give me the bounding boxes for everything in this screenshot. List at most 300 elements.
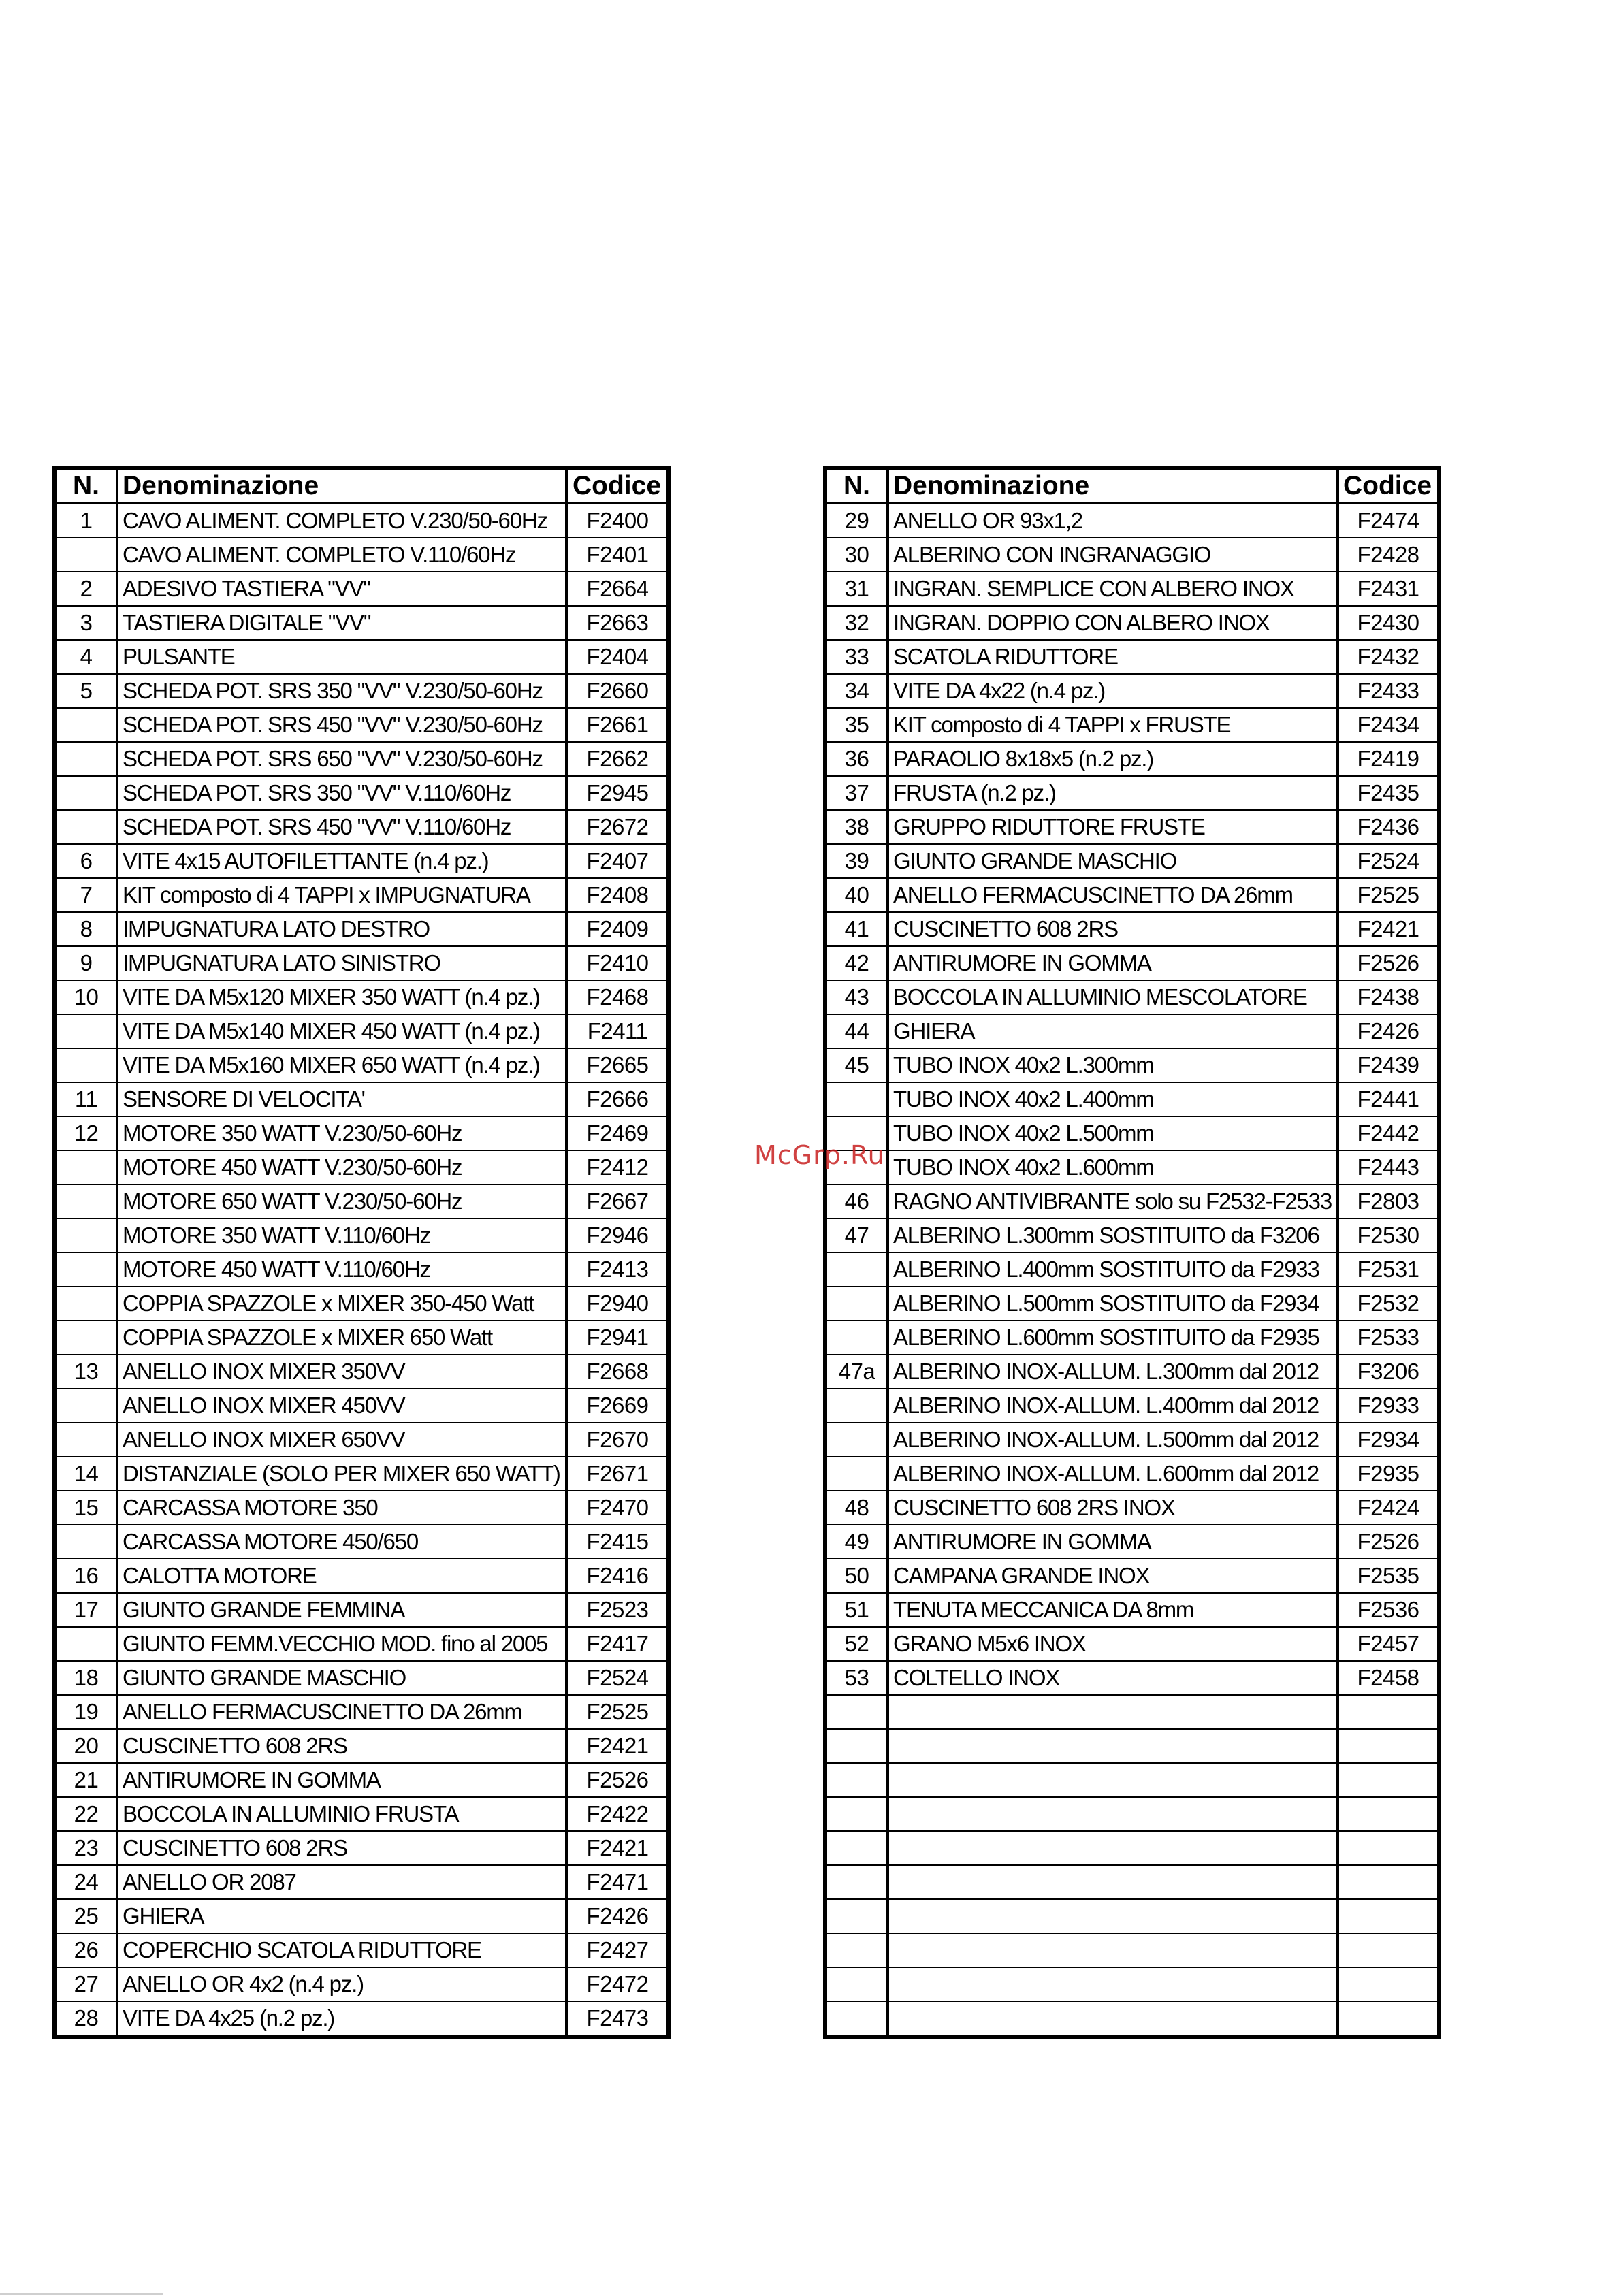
part-name-cell: TUBO INOX 40x2 L.300mm bbox=[888, 1048, 1338, 1082]
part-code-cell: F2408 bbox=[567, 878, 669, 912]
column-header-code: Codice bbox=[567, 468, 669, 503]
part-number-cell: 47a bbox=[825, 1355, 888, 1389]
part-name-cell: MOTORE 350 WATT V.230/50-60Hz bbox=[117, 1116, 567, 1150]
part-code-cell: F2945 bbox=[567, 776, 669, 810]
part-number-cell: 39 bbox=[825, 844, 888, 878]
part-number-cell: 20 bbox=[54, 1729, 117, 1763]
part-name-cell: GHIERA bbox=[888, 1014, 1338, 1048]
part-name-cell: TASTIERA DIGITALE "VV" bbox=[117, 606, 567, 640]
table-row bbox=[54, 1218, 669, 1252]
part-number-cell bbox=[54, 1423, 117, 1457]
part-name-cell: ALBERINO L.300mm SOSTITUITO da F3206 bbox=[888, 1218, 1338, 1252]
part-name-cell: ANELLO OR 4x2 (n.4 pz.) bbox=[117, 1967, 567, 2001]
part-code-cell: F2941 bbox=[567, 1321, 669, 1355]
part-name-cell: MOTORE 450 WATT V.110/60Hz bbox=[117, 1252, 567, 1287]
part-number-cell bbox=[54, 810, 117, 844]
part-code-cell: F2417 bbox=[567, 1627, 669, 1661]
part-name-cell: PULSANTE bbox=[117, 640, 567, 674]
part-name-cell: ANELLO INOX MIXER 450VV bbox=[117, 1389, 567, 1423]
part-name-cell: BOCCOLA IN ALLUMINIO MESCOLATORE bbox=[888, 980, 1338, 1014]
table-row bbox=[825, 1967, 1439, 2001]
part-name-cell: VITE DA M5x120 MIXER 350 WATT (n.4 pz.) bbox=[117, 980, 567, 1014]
table-row bbox=[825, 1525, 1439, 1559]
table-row bbox=[825, 878, 1439, 912]
parts-table-left-body bbox=[54, 503, 669, 2037]
part-name-cell bbox=[888, 1797, 1338, 1831]
table-row bbox=[825, 1865, 1439, 1899]
part-code-cell: F2442 bbox=[1338, 1116, 1440, 1150]
part-code-cell: F2934 bbox=[1338, 1423, 1440, 1457]
part-number-cell: 49 bbox=[825, 1525, 888, 1559]
part-name-cell: DISTANZIALE (SOLO PER MIXER 650 WATT) bbox=[117, 1457, 567, 1491]
table-row bbox=[54, 708, 669, 742]
part-number-cell: 48 bbox=[825, 1491, 888, 1525]
table-row bbox=[54, 1389, 669, 1423]
part-name-cell: ALBERINO L.400mm SOSTITUITO da F2933 bbox=[888, 1252, 1338, 1287]
part-number-cell: 41 bbox=[825, 912, 888, 946]
part-code-cell: F2525 bbox=[1338, 878, 1440, 912]
part-code-cell: F2428 bbox=[1338, 538, 1440, 572]
part-code-cell: F2663 bbox=[567, 606, 669, 640]
table-row bbox=[825, 1150, 1439, 1184]
part-number-cell: 7 bbox=[54, 878, 117, 912]
part-name-cell bbox=[888, 1695, 1338, 1729]
table-row bbox=[825, 1048, 1439, 1082]
part-code-cell: F2432 bbox=[1338, 640, 1440, 674]
table-row bbox=[54, 1763, 669, 1797]
part-number-cell bbox=[825, 1457, 888, 1491]
part-name-cell: SCHEDA POT. SRS 450 "VV" V.230/50-60Hz bbox=[117, 708, 567, 742]
table-row bbox=[54, 503, 669, 538]
part-name-cell: ALBERINO INOX-ALLUM. L.600mm dal 2012 bbox=[888, 1457, 1338, 1491]
part-code-cell: F2404 bbox=[567, 640, 669, 674]
part-code-cell: F2422 bbox=[567, 1797, 669, 1831]
table-row bbox=[825, 606, 1439, 640]
part-number-cell: 40 bbox=[825, 878, 888, 912]
part-name-cell: COPPIA SPAZZOLE x MIXER 350-450 Watt bbox=[117, 1287, 567, 1321]
part-name-cell: ANELLO INOX MIXER 650VV bbox=[117, 1423, 567, 1457]
column-header-name: Denominazione bbox=[888, 468, 1338, 503]
part-code-cell: F2933 bbox=[1338, 1389, 1440, 1423]
part-code-cell: F2664 bbox=[567, 572, 669, 606]
part-name-cell: CALOTTA MOTORE bbox=[117, 1559, 567, 1593]
part-code-cell: F2431 bbox=[1338, 572, 1440, 606]
table-row bbox=[54, 2001, 669, 2037]
part-name-cell: ANTIRUMORE IN GOMMA bbox=[117, 1763, 567, 1797]
part-code-cell: F2526 bbox=[1338, 1525, 1440, 1559]
part-code-cell: F2438 bbox=[1338, 980, 1440, 1014]
part-number-cell bbox=[54, 1184, 117, 1218]
part-number-cell: 45 bbox=[825, 1048, 888, 1082]
part-number-cell: 24 bbox=[54, 1865, 117, 1899]
part-code-cell: F2472 bbox=[567, 1967, 669, 2001]
part-name-cell: CARCASSA MOTORE 450/650 bbox=[117, 1525, 567, 1559]
part-name-cell: TUBO INOX 40x2 L.400mm bbox=[888, 1082, 1338, 1116]
part-number-cell bbox=[54, 1048, 117, 1082]
part-number-cell bbox=[825, 1695, 888, 1729]
part-code-cell: F2536 bbox=[1338, 1593, 1440, 1627]
part-name-cell bbox=[888, 1865, 1338, 1899]
table-row bbox=[825, 1899, 1439, 1933]
part-name-cell: SENSORE DI VELOCITA' bbox=[117, 1082, 567, 1116]
part-name-cell bbox=[888, 1763, 1338, 1797]
part-name-cell bbox=[888, 1933, 1338, 1967]
table-row bbox=[54, 980, 669, 1014]
part-number-cell bbox=[54, 1218, 117, 1252]
part-number-cell bbox=[825, 1831, 888, 1865]
part-number-cell: 38 bbox=[825, 810, 888, 844]
part-name-cell: ADESIVO TASTIERA "VV" bbox=[117, 572, 567, 606]
part-number-cell bbox=[54, 1627, 117, 1661]
part-number-cell: 12 bbox=[54, 1116, 117, 1150]
part-number-cell bbox=[825, 1797, 888, 1831]
part-name-cell: SCHEDA POT. SRS 450 "VV" V.110/60Hz bbox=[117, 810, 567, 844]
table-row bbox=[54, 572, 669, 606]
table-row bbox=[54, 946, 669, 980]
part-code-cell: F2526 bbox=[567, 1763, 669, 1797]
part-number-cell bbox=[54, 1389, 117, 1423]
part-name-cell bbox=[888, 2001, 1338, 2037]
part-number-cell: 32 bbox=[825, 606, 888, 640]
part-name-cell: IMPUGNATURA LATO DESTRO bbox=[117, 912, 567, 946]
table-row bbox=[54, 1661, 669, 1695]
table-row bbox=[825, 1355, 1439, 1389]
part-number-cell: 14 bbox=[54, 1457, 117, 1491]
part-code-cell: F2434 bbox=[1338, 708, 1440, 742]
part-number-cell bbox=[825, 1389, 888, 1423]
page-edge-line bbox=[0, 2293, 163, 2295]
part-code-cell: F2535 bbox=[1338, 1559, 1440, 1593]
part-name-cell: ANELLO FERMACUSCINETTO DA 26mm bbox=[888, 878, 1338, 912]
part-code-cell: F2524 bbox=[1338, 844, 1440, 878]
part-number-cell: 9 bbox=[54, 946, 117, 980]
part-code-cell: F2525 bbox=[567, 1695, 669, 1729]
table-row bbox=[825, 1695, 1439, 1729]
table-row bbox=[54, 1559, 669, 1593]
table-row bbox=[54, 1831, 669, 1865]
part-number-cell: 17 bbox=[54, 1593, 117, 1627]
part-number-cell bbox=[54, 1014, 117, 1048]
part-code-cell: F2439 bbox=[1338, 1048, 1440, 1082]
table-row bbox=[825, 1763, 1439, 1797]
table-row bbox=[825, 538, 1439, 572]
table-row bbox=[54, 1593, 669, 1627]
part-code-cell: F2401 bbox=[567, 538, 669, 572]
table-row bbox=[54, 1525, 669, 1559]
part-name-cell: PARAOLIO 8x18x5 (n.2 pz.) bbox=[888, 742, 1338, 776]
part-number-cell bbox=[825, 1763, 888, 1797]
part-name-cell: COPERCHIO SCATOLA RIDUTTORE bbox=[117, 1933, 567, 1967]
part-number-cell: 10 bbox=[54, 980, 117, 1014]
table-row bbox=[54, 1116, 669, 1150]
part-code-cell: F2523 bbox=[567, 1593, 669, 1627]
table-row bbox=[54, 1797, 669, 1831]
table-row bbox=[825, 1321, 1439, 1355]
part-code-cell: F2458 bbox=[1338, 1661, 1440, 1695]
part-code-cell: F2435 bbox=[1338, 776, 1440, 810]
part-code-cell: F2427 bbox=[567, 1933, 669, 1967]
part-code-cell: F2421 bbox=[567, 1831, 669, 1865]
part-number-cell: 30 bbox=[825, 538, 888, 572]
part-number-cell: 2 bbox=[54, 572, 117, 606]
part-number-cell bbox=[825, 1252, 888, 1287]
part-number-cell bbox=[54, 538, 117, 572]
part-number-cell bbox=[825, 1423, 888, 1457]
part-code-cell: F2471 bbox=[567, 1865, 669, 1899]
table-row bbox=[54, 1491, 669, 1525]
table-row bbox=[825, 912, 1439, 946]
table-row bbox=[825, 503, 1439, 538]
part-name-cell: GRANO M5x6 INOX bbox=[888, 1627, 1338, 1661]
part-code-cell: F2670 bbox=[567, 1423, 669, 1457]
part-number-cell: 35 bbox=[825, 708, 888, 742]
table-row bbox=[825, 810, 1439, 844]
part-name-cell: INGRAN. DOPPIO CON ALBERO INOX bbox=[888, 606, 1338, 640]
parts-table-left bbox=[52, 466, 671, 2039]
table-row bbox=[54, 1252, 669, 1287]
part-name-cell: CUSCINETTO 608 2RS bbox=[117, 1831, 567, 1865]
part-name-cell: VITE 4x15 AUTOFILETTANTE (n.4 pz.) bbox=[117, 844, 567, 878]
table-row bbox=[54, 1014, 669, 1048]
part-code-cell bbox=[1338, 1797, 1440, 1831]
part-code-cell: F2935 bbox=[1338, 1457, 1440, 1491]
part-code-cell: F2426 bbox=[1338, 1014, 1440, 1048]
part-number-cell bbox=[825, 1899, 888, 1933]
part-number-cell: 1 bbox=[54, 503, 117, 538]
table-row bbox=[825, 1082, 1439, 1116]
table-row bbox=[825, 1218, 1439, 1252]
part-name-cell: GHIERA bbox=[117, 1899, 567, 1933]
part-name-cell: MOTORE 650 WATT V.230/50-60Hz bbox=[117, 1184, 567, 1218]
part-name-cell: KIT composto di 4 TAPPI x FRUSTE bbox=[888, 708, 1338, 742]
table-row bbox=[54, 1865, 669, 1899]
part-code-cell: F2426 bbox=[567, 1899, 669, 1933]
part-number-cell: 44 bbox=[825, 1014, 888, 1048]
watermark: McGrp.Ru bbox=[754, 1140, 885, 1170]
table-row bbox=[825, 742, 1439, 776]
column-header-code: Codice bbox=[1338, 468, 1440, 503]
part-number-cell bbox=[54, 1252, 117, 1287]
part-number-cell: 18 bbox=[54, 1661, 117, 1695]
part-number-cell: 42 bbox=[825, 946, 888, 980]
part-name-cell: BOCCOLA IN ALLUMINIO FRUSTA bbox=[117, 1797, 567, 1831]
table-row bbox=[825, 1184, 1439, 1218]
part-number-cell: 13 bbox=[54, 1355, 117, 1389]
part-name-cell: ANTIRUMORE IN GOMMA bbox=[888, 1525, 1338, 1559]
part-number-cell: 11 bbox=[54, 1082, 117, 1116]
part-number-cell bbox=[825, 2001, 888, 2037]
table-row bbox=[825, 1797, 1439, 1831]
table-row bbox=[825, 1491, 1439, 1525]
part-code-cell: F2667 bbox=[567, 1184, 669, 1218]
part-name-cell: ANELLO OR 93x1,2 bbox=[888, 503, 1338, 538]
part-number-cell: 53 bbox=[825, 1661, 888, 1695]
parts-table-right-body bbox=[825, 503, 1439, 2037]
table-row bbox=[54, 776, 669, 810]
part-number-cell bbox=[54, 1150, 117, 1184]
table-row bbox=[54, 1287, 669, 1321]
part-code-cell: F2421 bbox=[1338, 912, 1440, 946]
part-name-cell: IMPUGNATURA LATO SINISTRO bbox=[117, 946, 567, 980]
table-row bbox=[825, 1389, 1439, 1423]
table-row bbox=[54, 606, 669, 640]
table-row bbox=[825, 1933, 1439, 1967]
part-number-cell: 8 bbox=[54, 912, 117, 946]
table-row bbox=[825, 674, 1439, 708]
table-row bbox=[825, 2001, 1439, 2037]
table-row bbox=[54, 640, 669, 674]
table-header-row bbox=[825, 468, 1439, 503]
part-number-cell bbox=[825, 1729, 888, 1763]
part-number-cell: 51 bbox=[825, 1593, 888, 1627]
part-code-cell: F2660 bbox=[567, 674, 669, 708]
table-row bbox=[825, 1014, 1439, 1048]
part-number-cell: 36 bbox=[825, 742, 888, 776]
part-code-cell: F2946 bbox=[567, 1218, 669, 1252]
part-code-cell: F2412 bbox=[567, 1150, 669, 1184]
part-number-cell: 37 bbox=[825, 776, 888, 810]
table-row bbox=[54, 1184, 669, 1218]
part-name-cell: ALBERINO INOX-ALLUM. L.300mm dal 2012 bbox=[888, 1355, 1338, 1389]
part-number-cell bbox=[825, 1967, 888, 2001]
part-name-cell: SCHEDA POT. SRS 650 "VV" V.230/50-60Hz bbox=[117, 742, 567, 776]
table-row bbox=[54, 1321, 669, 1355]
part-name-cell: CUSCINETTO 608 2RS bbox=[888, 912, 1338, 946]
part-name-cell: CAVO ALIMENT. COMPLETO V.230/50-60Hz bbox=[117, 503, 567, 538]
part-code-cell: F2474 bbox=[1338, 503, 1440, 538]
part-name-cell bbox=[888, 1729, 1338, 1763]
part-number-cell: 47 bbox=[825, 1218, 888, 1252]
part-name-cell: CAMPANA GRANDE INOX bbox=[888, 1559, 1338, 1593]
part-code-cell: F2665 bbox=[567, 1048, 669, 1082]
part-code-cell: F2469 bbox=[567, 1116, 669, 1150]
part-code-cell: F2415 bbox=[567, 1525, 669, 1559]
part-name-cell: ALBERINO INOX-ALLUM. L.500mm dal 2012 bbox=[888, 1423, 1338, 1457]
part-number-cell bbox=[54, 1321, 117, 1355]
part-name-cell: CAVO ALIMENT. COMPLETO V.110/60Hz bbox=[117, 538, 567, 572]
part-name-cell: VITE DA M5x140 MIXER 450 WATT (n.4 pz.) bbox=[117, 1014, 567, 1048]
table-row bbox=[54, 844, 669, 878]
part-code-cell: F2411 bbox=[567, 1014, 669, 1048]
part-name-cell: GIUNTO GRANDE MASCHIO bbox=[888, 844, 1338, 878]
table-row bbox=[54, 810, 669, 844]
part-number-cell: 34 bbox=[825, 674, 888, 708]
part-code-cell: F2410 bbox=[567, 946, 669, 980]
part-name-cell: VITE DA M5x160 MIXER 650 WATT (n.4 pz.) bbox=[117, 1048, 567, 1082]
part-number-cell bbox=[54, 1287, 117, 1321]
table-row bbox=[825, 640, 1439, 674]
part-code-cell: F2424 bbox=[1338, 1491, 1440, 1525]
part-code-cell: F2409 bbox=[567, 912, 669, 946]
table-row bbox=[54, 1627, 669, 1661]
part-name-cell: FRUSTA (n.2 pz.) bbox=[888, 776, 1338, 810]
table-row bbox=[54, 1150, 669, 1184]
part-code-cell: F2669 bbox=[567, 1389, 669, 1423]
part-code-cell: F2940 bbox=[567, 1287, 669, 1321]
part-code-cell: F2524 bbox=[567, 1661, 669, 1695]
part-name-cell: GIUNTO GRANDE FEMMINA bbox=[117, 1593, 567, 1627]
part-name-cell: VITE DA 4x25 (n.2 pz.) bbox=[117, 2001, 567, 2037]
part-name-cell: GIUNTO GRANDE MASCHIO bbox=[117, 1661, 567, 1695]
part-name-cell: ANELLO INOX MIXER 350VV bbox=[117, 1355, 567, 1389]
part-number-cell: 26 bbox=[54, 1933, 117, 1967]
part-number-cell: 16 bbox=[54, 1559, 117, 1593]
part-code-cell: F2533 bbox=[1338, 1321, 1440, 1355]
part-name-cell: VITE DA 4x22 (n.4 pz.) bbox=[888, 674, 1338, 708]
part-name-cell: ANELLO OR 2087 bbox=[117, 1865, 567, 1899]
table-header-row bbox=[54, 468, 669, 503]
part-name-cell: MOTORE 450 WATT V.230/50-60Hz bbox=[117, 1150, 567, 1184]
part-code-cell: F2672 bbox=[567, 810, 669, 844]
part-name-cell: ALBERINO L.500mm SOSTITUITO da F2934 bbox=[888, 1287, 1338, 1321]
part-code-cell: F2530 bbox=[1338, 1218, 1440, 1252]
table-row bbox=[54, 1355, 669, 1389]
part-number-cell bbox=[825, 1321, 888, 1355]
part-code-cell bbox=[1338, 1729, 1440, 1763]
table-row bbox=[825, 1593, 1439, 1627]
part-number-cell: 3 bbox=[54, 606, 117, 640]
part-name-cell bbox=[888, 1831, 1338, 1865]
part-name-cell: SCATOLA RIDUTTORE bbox=[888, 640, 1338, 674]
part-code-cell: F2526 bbox=[1338, 946, 1440, 980]
part-code-cell: F2468 bbox=[567, 980, 669, 1014]
part-name-cell: CUSCINETTO 608 2RS INOX bbox=[888, 1491, 1338, 1525]
part-code-cell: F3206 bbox=[1338, 1355, 1440, 1389]
table-row bbox=[54, 742, 669, 776]
part-number-cell bbox=[825, 1287, 888, 1321]
part-code-cell: F2457 bbox=[1338, 1627, 1440, 1661]
part-number-cell: 15 bbox=[54, 1491, 117, 1525]
table-row bbox=[825, 1831, 1439, 1865]
part-number-cell: 31 bbox=[825, 572, 888, 606]
part-number-cell: 23 bbox=[54, 1831, 117, 1865]
table-row bbox=[54, 1457, 669, 1491]
part-code-cell: F2419 bbox=[1338, 742, 1440, 776]
part-code-cell bbox=[1338, 1899, 1440, 1933]
part-code-cell: F2662 bbox=[567, 742, 669, 776]
part-code-cell: F2668 bbox=[567, 1355, 669, 1389]
part-code-cell: F2532 bbox=[1338, 1287, 1440, 1321]
table-row bbox=[54, 1899, 669, 1933]
table-row bbox=[54, 1048, 669, 1082]
part-name-cell bbox=[888, 1967, 1338, 2001]
table-row bbox=[54, 1082, 669, 1116]
part-code-cell bbox=[1338, 2001, 1440, 2037]
part-number-cell: 6 bbox=[54, 844, 117, 878]
table-row bbox=[825, 1252, 1439, 1287]
part-code-cell bbox=[1338, 1695, 1440, 1729]
table-row bbox=[825, 1559, 1439, 1593]
part-name-cell: ALBERINO CON INGRANAGGIO bbox=[888, 538, 1338, 572]
part-code-cell bbox=[1338, 1933, 1440, 1967]
part-name-cell: TUBO INOX 40x2 L.500mm bbox=[888, 1116, 1338, 1150]
part-number-cell bbox=[825, 1082, 888, 1116]
part-name-cell: CUSCINETTO 608 2RS bbox=[117, 1729, 567, 1763]
part-code-cell: F2421 bbox=[567, 1729, 669, 1763]
table-row bbox=[825, 776, 1439, 810]
part-code-cell: F2803 bbox=[1338, 1184, 1440, 1218]
table-row bbox=[825, 844, 1439, 878]
part-name-cell: COLTELLO INOX bbox=[888, 1661, 1338, 1695]
table-row bbox=[54, 1695, 669, 1729]
part-number-cell: 29 bbox=[825, 503, 888, 538]
part-name-cell: MOTORE 350 WATT V.110/60Hz bbox=[117, 1218, 567, 1252]
table-row bbox=[54, 912, 669, 946]
table-row bbox=[54, 1729, 669, 1763]
part-number-cell bbox=[54, 742, 117, 776]
part-number-cell: 27 bbox=[54, 1967, 117, 2001]
part-name-cell: SCHEDA POT. SRS 350 "VV" V.230/50-60Hz bbox=[117, 674, 567, 708]
